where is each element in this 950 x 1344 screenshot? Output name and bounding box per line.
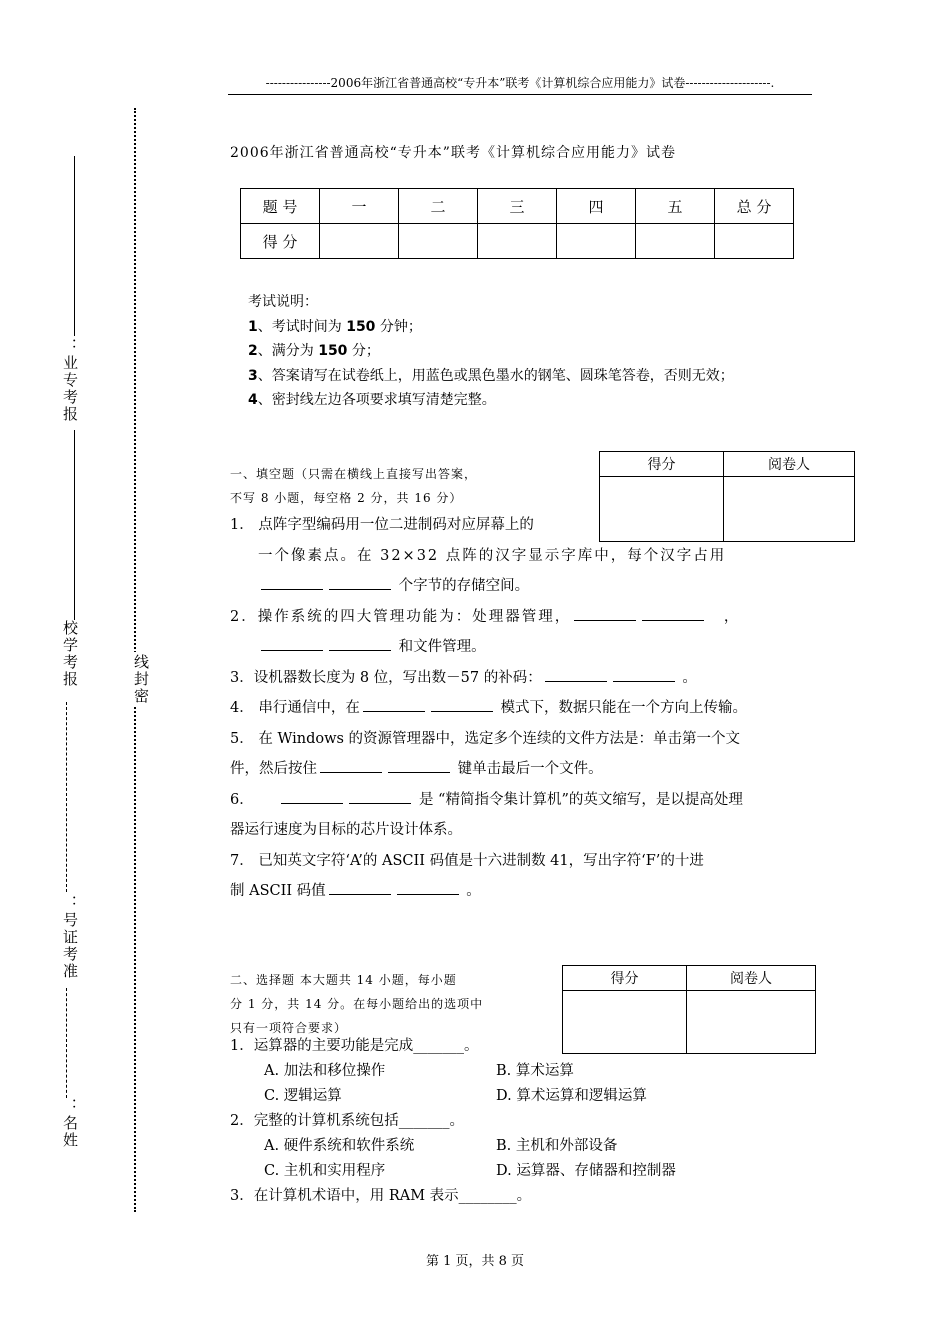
score-input-cell[interactable] <box>320 224 399 259</box>
page-footer: 第 1 页，共 8 页 <box>425 1254 525 1269</box>
answer-blank[interactable] <box>388 758 450 773</box>
section2-questions <box>230 1034 810 1209</box>
table-cell: 题 号 <box>241 189 320 224</box>
exam-instructions <box>248 290 734 413</box>
section1-questions: 1． 点阵字型编码用一位二进制码对应屏幕上的 一个像素点。在 32×32 点阵的汉字显示字库中，每个汉字占用 个字节的存储空间。 2．操作系统的四大管理功能为：处理器管理， ， 和文件管理。 3．设机器数长度为 8 位，写出数－57 的补码： 。 4． 串行通信中，在 模式下，数据只能在一个方向上传输。 5． 在 Windows 的资源管理器中，选定多个连续的文件方法是：单击第一个文 件，然后按住 键单击最后一个文件。 6． 是 “精简指令集计算机”的英文缩写，是以提高处理 器运行速度为目标的芯片设计体系。 7． 已知英文字符‘A’的 ASCII 码值是十六进制数 41，写出字符‘F’的十进 制 ASCII 码值 。 <box>230 510 810 907</box>
seal-label: 线封密 <box>132 654 150 705</box>
answer-blank[interactable] <box>397 880 459 895</box>
table-cell: 三 <box>478 189 557 224</box>
table-row <box>241 224 794 259</box>
question-1: 1． 点阵字型编码用一位二进制码对应屏幕上的 <box>230 517 534 533</box>
question-5: 5． 在 Windows 的资源管理器中，选定多个连续的文件方法是：单击第一个文 <box>230 730 741 747</box>
option-b[interactable]: B. 算术运算 <box>496 1063 574 1079</box>
question-6: 6． 是 “精简指令集计算机”的英文缩写，是以提高处理 <box>230 785 810 816</box>
score-input-cell[interactable] <box>557 224 636 259</box>
grader-score-label: 得分 <box>600 452 724 477</box>
option-a[interactable]: A. 加法和移位操作 <box>264 1063 386 1079</box>
question-3: 3．设机器数长度为 8 位，写出数－57 的补码： 。 <box>230 663 810 694</box>
page-header: ----------------2006年浙江省普通高校“专升本”联考《计算机综合应用能力》试卷---------------------. <box>228 74 812 95</box>
section1-heading: 一、填空题（只需在横线上直接写出答案， 不写 8 小题，每空格 2 分，共 16 分） <box>230 467 478 505</box>
option-c[interactable]: C. 逻辑运算 <box>264 1088 342 1104</box>
table-cell: 四 <box>557 189 636 224</box>
instructions-heading: 考试说明： <box>248 294 318 310</box>
grader-name-label: 阅卷人 <box>687 966 816 991</box>
grader-score-label: 得分 <box>563 966 687 991</box>
score-input-cell[interactable] <box>478 224 557 259</box>
option-d[interactable]: D. 算术运算和逻辑运算 <box>496 1088 647 1104</box>
answer-blank[interactable] <box>329 575 391 590</box>
table-cell: 二 <box>399 189 478 224</box>
binding-line <box>74 430 75 620</box>
mc-question-3: 3．在计算机术语中，用 RAM 表示________。 <box>230 1188 532 1204</box>
binding-dash-line <box>66 702 67 892</box>
answer-blank[interactable] <box>431 697 493 712</box>
answer-blank[interactable] <box>329 880 391 895</box>
question-7: 7． 已知英文字符‘A’的 ASCII 码值是十六进制数 41，写出字符‘F’的十进 <box>230 852 704 869</box>
answer-blank[interactable] <box>261 636 323 651</box>
option-b[interactable]: B. 主机和外部设备 <box>496 1138 618 1154</box>
score-input-cell[interactable] <box>715 224 794 259</box>
school-label: 校学考报 <box>61 620 79 688</box>
answer-blank[interactable] <box>261 575 323 590</box>
page-title: 2006年浙江省普通高校“专升本”联考《计算机综合应用能力》试卷 <box>230 145 676 161</box>
instruction-item: 1、考试时间为 150 分钟； <box>248 318 422 335</box>
answer-blank[interactable] <box>281 789 343 804</box>
answer-blank[interactable] <box>613 667 675 682</box>
question-2: 2．操作系统的四大管理功能为：处理器管理， ， <box>230 602 810 633</box>
section2-heading: 二、选择题 本大题共 14 小题，每小题 分 1 分，共 14 分。在每小题给出的选项中 只有一项符合要求） <box>230 973 484 1035</box>
binding-line <box>74 156 75 336</box>
option-d[interactable]: D. 运算器、存储器和控制器 <box>496 1163 676 1179</box>
instruction-item: 4、密封线左边各项要求填写清楚完整。 <box>248 392 496 408</box>
answer-blank[interactable] <box>363 697 425 712</box>
score-table <box>240 188 794 259</box>
mc-question-2: 2．完整的计算机系统包括_______。 <box>230 1113 464 1129</box>
answer-blank[interactable] <box>320 758 382 773</box>
answer-blank[interactable] <box>545 667 607 682</box>
score-input-cell[interactable] <box>636 224 715 259</box>
table-cell: 总 分 <box>715 189 794 224</box>
instruction-item: 3、答案请写在试卷纸上，用蓝色或黑色墨水的钢笔、圆珠笔答卷，否则无效； <box>248 367 734 384</box>
name-label: ：名姓 <box>61 1098 79 1149</box>
grader-name-label: 阅卷人 <box>724 452 855 477</box>
answer-blank[interactable] <box>642 606 704 621</box>
binding-dash-line <box>66 988 67 1098</box>
instruction-item: 2、满分为 150 分； <box>248 343 380 359</box>
table-cell: 一 <box>320 189 399 224</box>
table-cell: 五 <box>636 189 715 224</box>
score-input-cell[interactable] <box>399 224 478 259</box>
option-c[interactable]: C. 主机和实用程序 <box>264 1163 386 1179</box>
table-row <box>241 189 794 224</box>
answer-blank[interactable] <box>349 789 411 804</box>
answer-blank[interactable] <box>574 606 636 621</box>
question-4: 4． 串行通信中，在 模式下，数据只能在一个方向上传输。 <box>230 693 810 724</box>
table-cell: 得 分 <box>241 224 320 259</box>
exam-number-label: ：号证考准 <box>61 895 79 980</box>
answer-blank[interactable] <box>329 636 391 651</box>
option-a[interactable]: A. 硬件系统和软件系统 <box>264 1138 415 1154</box>
mc-question-1: 1．运算器的主要功能是完成_______。 <box>230 1038 479 1054</box>
major-label: ：业专考报 <box>61 338 79 423</box>
